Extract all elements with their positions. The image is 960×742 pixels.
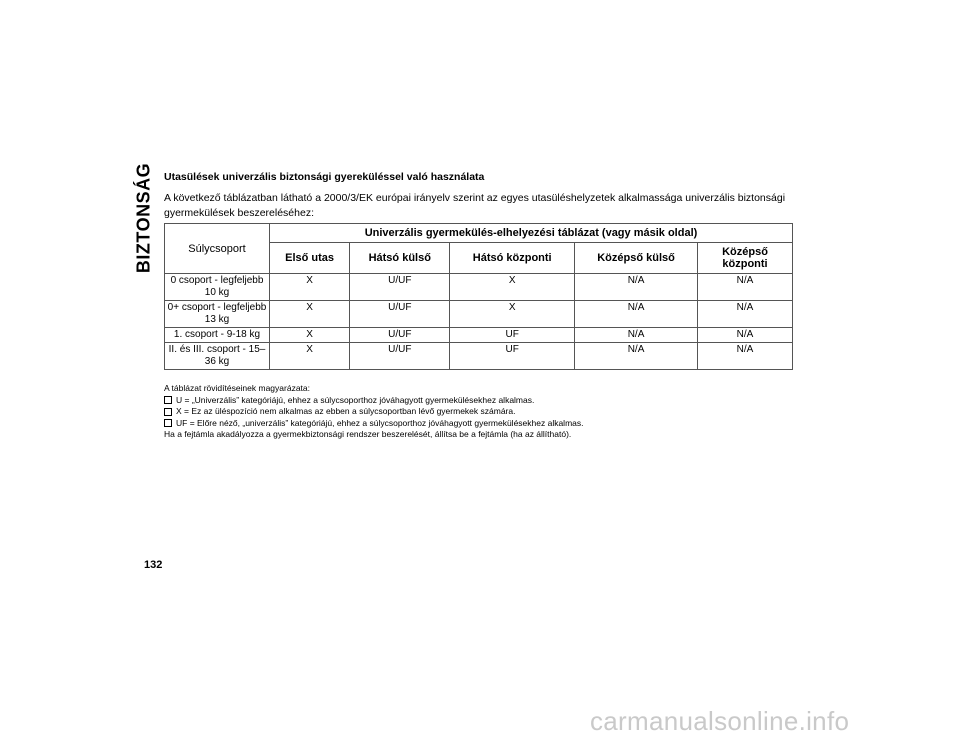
note-text: UF = Előre néző, „univerzális” kategóriájú, ehhez a súlycsoporthoz jóváhagyott gyermekülésekhez alkalmas. [176,417,584,428]
table-cell: N/A [698,343,793,370]
table-row [165,328,793,343]
weight-group-header: Súlycsoport [165,224,270,274]
table-cell: X [270,328,350,343]
table-cell: U/UF [350,274,450,301]
abbreviation-notes [164,383,584,441]
note-text: U = „Univerzális” kategóriájú, ehhez a súlycsoporthoz jóváhagyott gyermekülésekhez alkalmas. [176,394,535,405]
table-cell: N/A [575,274,698,301]
checkbox-bullet-icon [164,396,172,404]
section-heading: Utasülések univerzális biztonsági gyereküléssel való használata [164,171,485,183]
table-cell: X [270,274,350,301]
column-header: Középső központi [698,243,793,274]
weight-group-cell: 1. csoport - 9-18 kg [165,328,270,343]
checkbox-bullet-icon [164,419,172,427]
column-header: Hátsó külső [350,243,450,274]
note-text: X = Ez az üléspozíció nem alkalmas az ebben a súlycsoportban lévő gyermekek számára. [176,406,516,416]
note-item [164,406,584,418]
table-row [165,301,793,328]
weight-group-cell: II. és III. csoport - 15–36 kg [165,343,270,370]
child-seat-table [164,223,793,370]
notes-title: A táblázat rövidítéseinek magyarázata: [164,383,310,393]
checkbox-bullet-icon [164,408,172,416]
weight-group-cell: 0+ csoport - legfeljebb 13 kg [165,301,270,328]
table-cell: N/A [698,274,793,301]
table-cell: N/A [698,328,793,343]
table-cell: X [450,274,575,301]
notes-footer: Ha a fejtámla akadályozza a gyermekbiztonsági rendszer beszerelését, állítsa be a fejtámla (ha az állítható). [164,429,572,439]
weight-group-cell: 0 csoport - legfeljebb 10 kg [165,274,270,301]
table-cell: UF [450,343,575,370]
page-number: 132 [144,559,163,571]
watermark: carmanualsonline.info [590,706,850,736]
table-row [165,343,793,370]
column-header: Hátsó központi [450,243,575,274]
table-cell: UF [450,328,575,343]
table-cell: X [270,343,350,370]
table-cell: X [450,301,575,328]
section-tab-label: BIZTONSÁG [133,162,154,273]
note-item [164,418,584,430]
intro-paragraph: A következő táblázatban látható a 2000/3/EK európai irányelv szerint az egyes utasüléshelyzetek alkalmassága univerzális biztonsági gyermekülések beszereléséhez: [164,192,786,219]
table-title: Univerzális gyermekülés-elhelyezési táblázat (vagy másik oldal) [270,224,793,243]
table-row [165,274,793,301]
table-cell: U/UF [350,343,450,370]
table-cell: X [270,301,350,328]
table-cell: N/A [575,343,698,370]
column-header: Első utas [270,243,350,274]
table-cell: N/A [698,301,793,328]
table-cell: N/A [575,301,698,328]
table-cell: N/A [575,328,698,343]
column-header: Középső külső [575,243,698,274]
note-item [164,395,584,407]
table-cell: U/UF [350,328,450,343]
table-cell: U/UF [350,301,450,328]
section-tab [132,160,156,275]
